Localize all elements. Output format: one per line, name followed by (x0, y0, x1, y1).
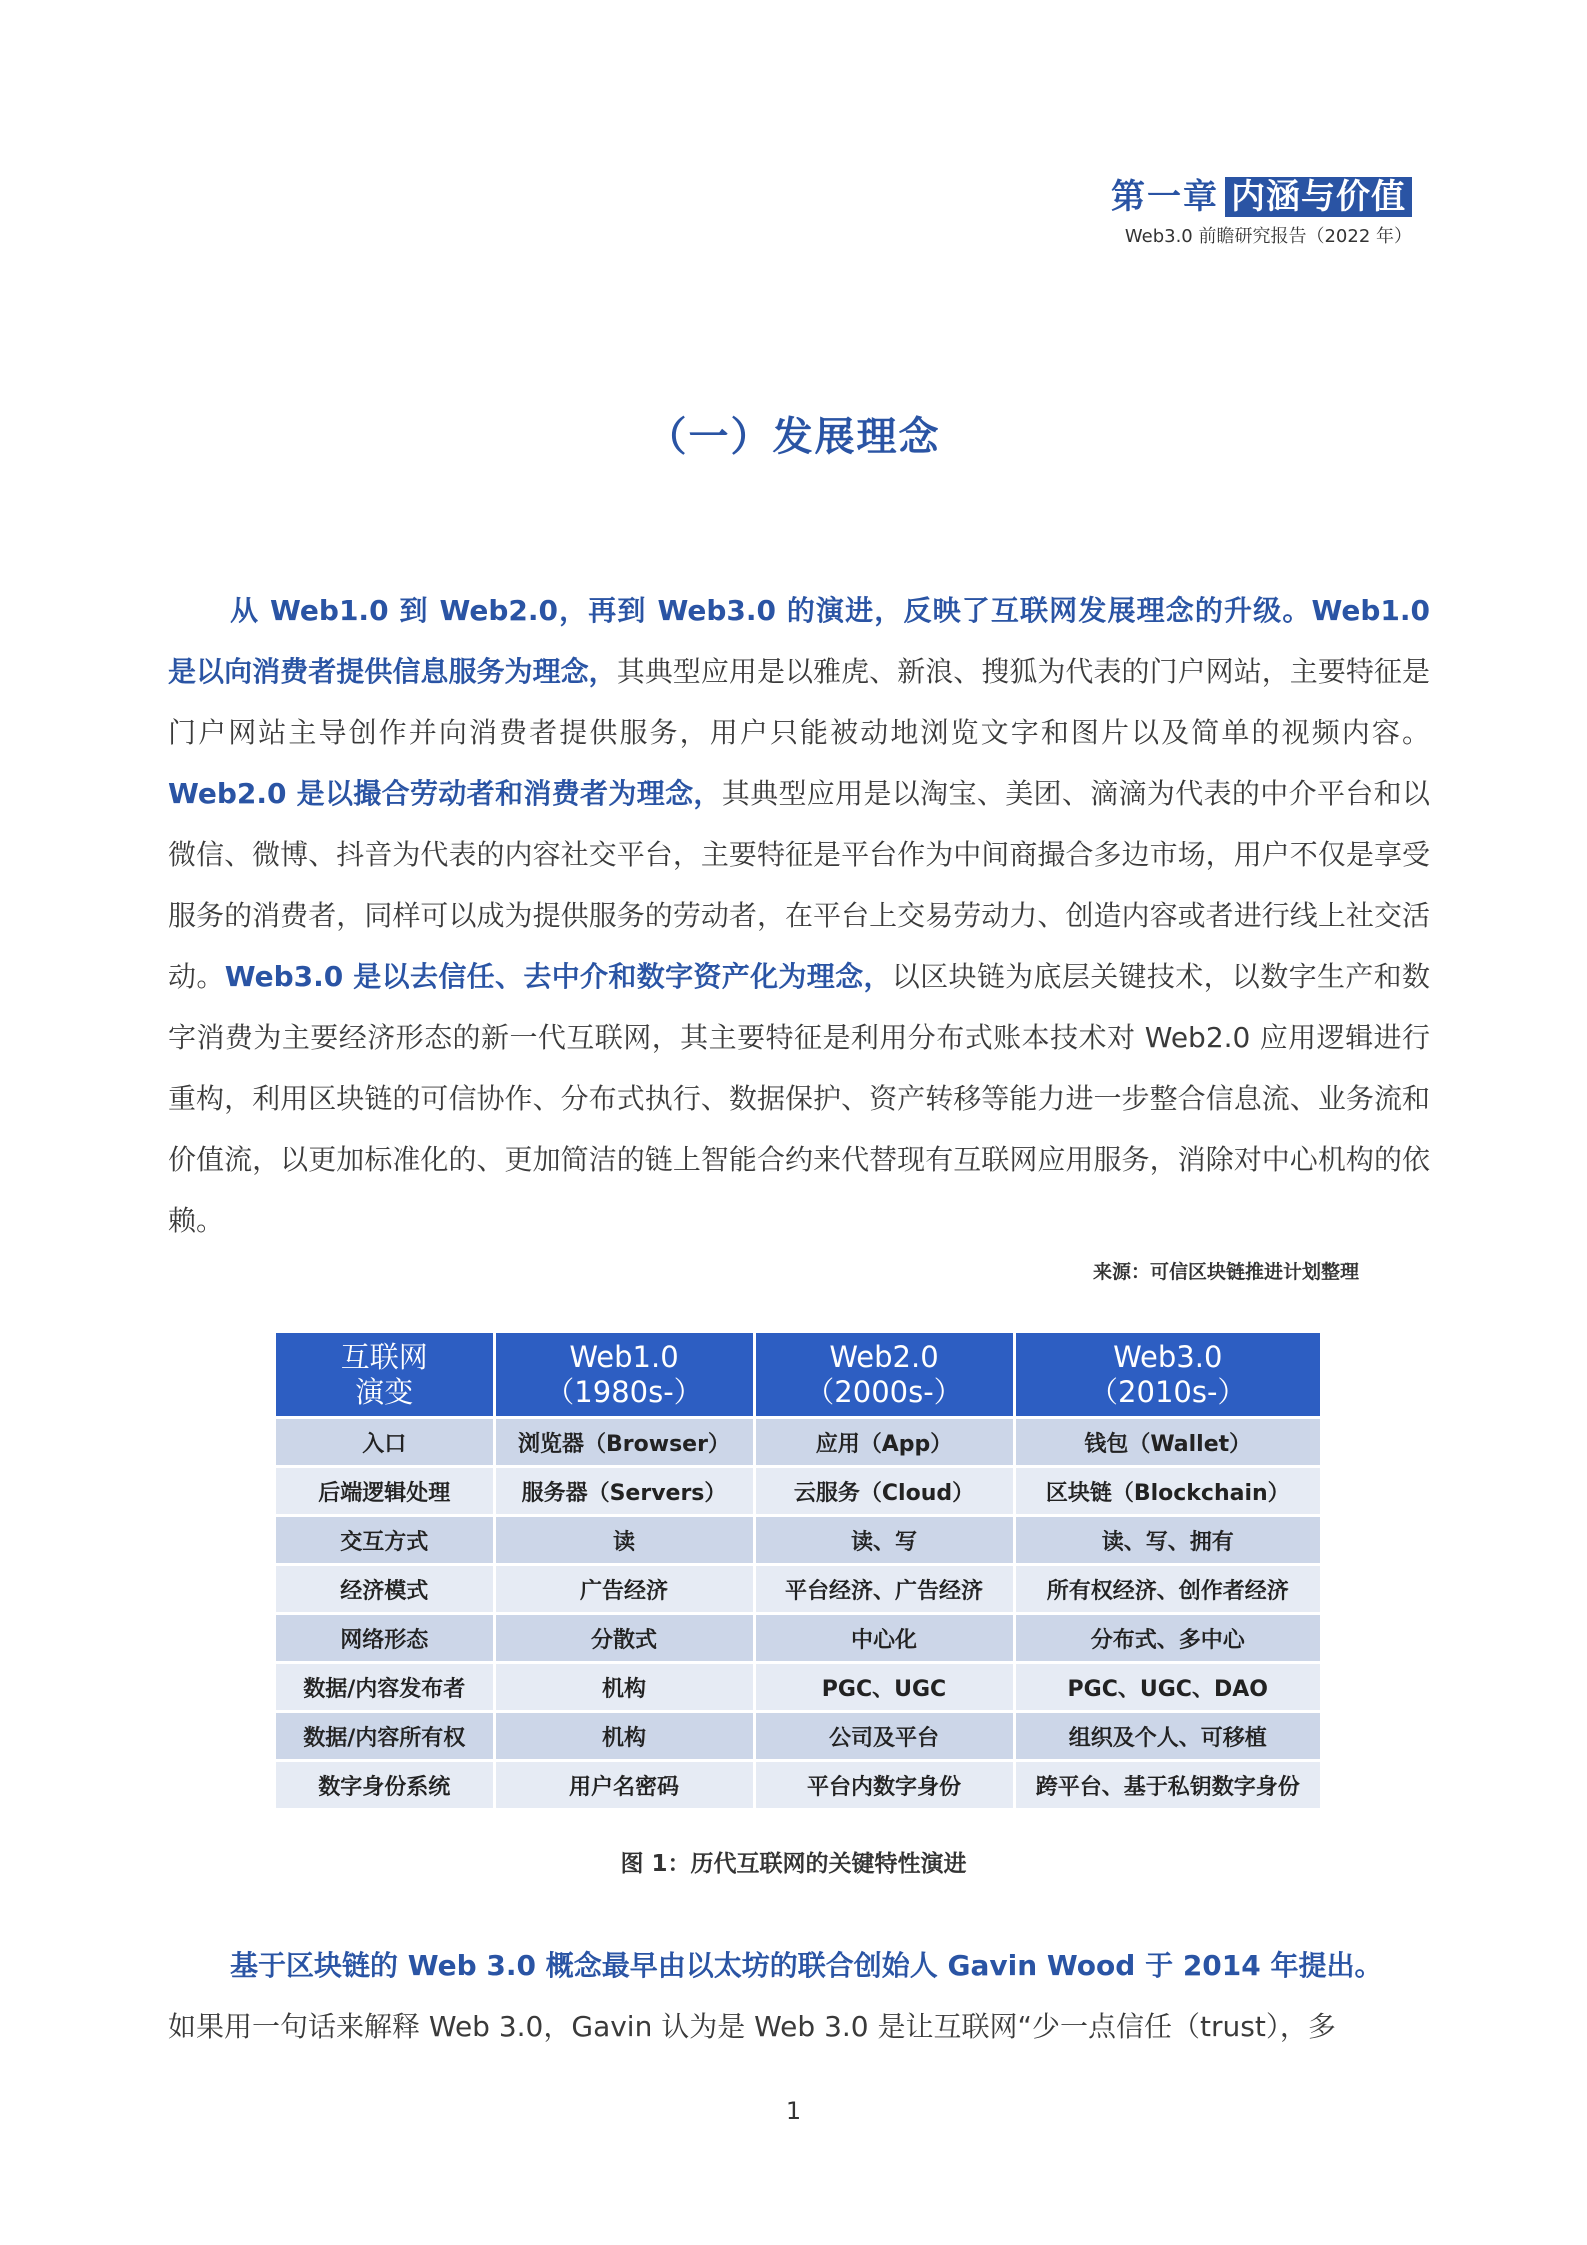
table-cell: 广告经济 (494, 1565, 754, 1614)
table-cell: PGC、UGC、DAO (1014, 1663, 1320, 1712)
table-row (276, 1516, 1320, 1565)
table-header-cell (754, 1333, 1014, 1418)
chapter-heading (1111, 175, 1412, 219)
table-cell: 钱包（Wallet） (1014, 1418, 1320, 1467)
para1-span: Web2.0 是以撮合劳动者和消费者为理念， (168, 777, 722, 810)
para1-span: 从 Web1.0 到 Web2.0，再到 Web3.0 的演进，反映了互联网发展理念的升级。 (230, 594, 1312, 627)
table-cell: 组织及个人、可移植 (1014, 1712, 1320, 1761)
source-note: 来源：可信区块链推进计划整理 (1092, 1261, 1359, 1283)
table-cell: 读 (494, 1516, 754, 1565)
table-row (276, 1467, 1320, 1516)
table-header-cell (1014, 1333, 1320, 1418)
header-line: （2010s-） (1089, 1374, 1247, 1409)
table-row (276, 1565, 1320, 1614)
table-row (276, 1418, 1320, 1467)
paragraph-web3-origin (168, 1996, 1430, 2057)
table-cell: 机构 (494, 1663, 754, 1712)
paragraph-web3-origin-lead (168, 1935, 1430, 1996)
para1-span: 以区块链为底层关键技术，以数字生产和数字消费为主要经济形态的新一代互联网，其主要特征是利用分布式账本技术对 Web2.0 应用逻辑进行重构，利用区块链的可信协作、分布式执行、数据保护、资产转移等能力进一步整合信息流、业务流和价值流，以更加标准化的、更加简洁的链上智能合约来代替现有互联网应用服务，消除对中心机构的依赖。 (168, 960, 1430, 1237)
report-name: Web3.0 前瞻研究报告（2022 年） (1124, 226, 1412, 247)
para2-text: 如果用一句话来解释 Web 3.0，Gavin 认为是 Web 3.0 是让互联网“少一点信任（trust），多 (168, 2010, 1336, 2043)
table-cell: 浏览器（Browser） (494, 1418, 754, 1467)
table-cell: 读、写 (754, 1516, 1014, 1565)
chapter-tag: 内涵与价值 (1225, 177, 1412, 217)
internet-evolution-table (276, 1333, 1320, 1808)
figure-caption: 图 1：历代互联网的关键特性演进 (620, 1851, 967, 1877)
para1-span: 其典型应用是以雅虎、新浪、搜狐为代表的门户网站，主要特征是门户网站主导创作并向消费者提供服务，用户只能被动地浏览文字和图片以及简单的视频内容。 (168, 655, 1430, 749)
table-header-cell (276, 1333, 494, 1418)
header-line: 演变 (355, 1374, 414, 1409)
table-row (276, 1712, 1320, 1761)
table-body (276, 1418, 1320, 1809)
table-cell: 用户名密码 (494, 1761, 754, 1809)
table-cell: 分布式、多中心 (1014, 1614, 1320, 1663)
table-cell: 应用（App） (754, 1418, 1014, 1467)
table-row (276, 1761, 1320, 1809)
table-cell: 所有权经济、创作者经济 (1014, 1565, 1320, 1614)
table-cell: 区块链（Blockchain） (1014, 1467, 1320, 1516)
paragraph-development-concept (168, 580, 1430, 1251)
header-line: Web1.0 (569, 1339, 679, 1374)
running-header (1111, 175, 1412, 248)
table-cell: 跨平台、基于私钥数字身份 (1014, 1761, 1320, 1809)
table-cell: 云服务（Cloud） (754, 1467, 1014, 1516)
table-cell: 数据/内容所有权 (276, 1712, 494, 1761)
header-line: （1980s-） (545, 1374, 703, 1409)
table-row (276, 1663, 1320, 1712)
table-cell: 机构 (494, 1712, 754, 1761)
header-line: （2000s-） (805, 1374, 963, 1409)
table-cell: 后端逻辑处理 (276, 1467, 494, 1516)
table-cell: 数字身份系统 (276, 1761, 494, 1809)
chapter-number: 第一章 (1111, 177, 1219, 217)
section-title: （一）发展理念 (646, 414, 941, 460)
table-cell: 网络形态 (276, 1614, 494, 1663)
table-header-row (276, 1333, 1320, 1418)
table-header-cell (494, 1333, 754, 1418)
table-cell: 读、写、拥有 (1014, 1516, 1320, 1565)
page-number: 1 (785, 2097, 802, 2125)
para1-span: 其典型应用是以淘宝、美团、滴滴为代表的中介平台和以微信、微博、抖音为代表的内容社交平台，主要特征是平台作为中间商撮合多边市场，用户不仅是享受服务的消费者，同样可以成为提供服务的劳动者，在平台上交易劳动力、创造内容或者进行线上社交活动。 (168, 777, 1430, 993)
table-cell: 平台经济、广告经济 (754, 1565, 1014, 1614)
header-line: Web2.0 (829, 1339, 939, 1374)
table-cell: 公司及平台 (754, 1712, 1014, 1761)
table-cell: 数据/内容发布者 (276, 1663, 494, 1712)
header-line: 互联网 (340, 1339, 428, 1374)
para1-span: Web1.0 是以向消费者提供信息服务为理念， (168, 594, 1430, 688)
para1-span: Web3.0 是以去信任、去中介和数字资产化为理念， (224, 960, 892, 993)
table-cell: 平台内数字身份 (754, 1761, 1014, 1809)
table-row (276, 1614, 1320, 1663)
table-cell: 入口 (276, 1418, 494, 1467)
header-line: Web3.0 (1113, 1339, 1223, 1374)
para2-bold-text: 基于区块链的 Web 3.0 概念最早由以太坊的联合创始人 Gavin Wood 于 2014 年提出。 (230, 1949, 1383, 1982)
table-cell: 交互方式 (276, 1516, 494, 1565)
table-cell: 经济模式 (276, 1565, 494, 1614)
table-cell: 服务器（Servers） (494, 1467, 754, 1516)
table-cell: 分散式 (494, 1614, 754, 1663)
table-cell: PGC、UGC (754, 1663, 1014, 1712)
table-cell: 中心化 (754, 1614, 1014, 1663)
